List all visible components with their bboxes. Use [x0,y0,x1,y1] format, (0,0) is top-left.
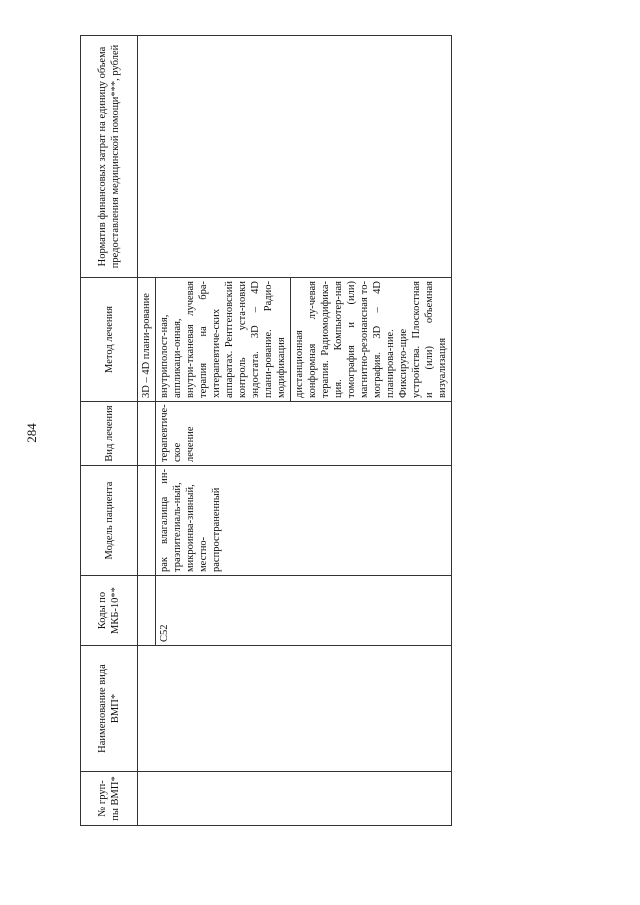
cell-model-2: рак влагалища ин-траэпителиаль-ный, микроинва-зивный, местно-распространенный [156,466,452,576]
vmp-table [80,35,452,826]
header-group-no: № груп-пы ВМП* [81,772,138,826]
table-row [138,36,156,826]
cell-method-3: дистанционная конформная лу-чевая терапия. Радиомодифика-ция. Компьютер-ная томография и (или) магнитно-резонансная то-мография. 3D – 4D планирова-ние. Фиксирую-щие устройства. Плоскостная и (или) объемная визуализация [291,278,452,402]
cell-cost [138,36,452,278]
table-frame [80,36,568,826]
cell-type-2: терапевтиче-ское лечение [156,402,452,466]
page-number: 284 [24,423,39,443]
cell-method-2: внутриполост-ная, аппликаци-онная, внутри-тканевая лучевая терапия на бра-хитерапевтиче-ских аппаратах. Рентгеновский контроль уста-новки эндостата. 3D – 4D плани-рование. Радио-модификация [156,278,291,402]
cell-code-1 [138,576,156,646]
header-vmp-name: Наименование вида ВМП* [81,646,138,772]
cell-model-1 [138,466,156,576]
cell-type-1 [138,402,156,466]
cell-code-2: С52 [156,576,452,646]
header-cost-standard: Норматив финансовых затрат на единицу объема предоставления медицинской помощи***, рублей [81,36,138,278]
cell-vmp-name [138,646,452,772]
cell-method-1: 3D – 4D плани-рование [138,278,156,402]
header-patient-model: Модель пациента [81,466,138,576]
cell-group-no [138,772,452,826]
header-icd-codes: Коды по МКБ-10** [81,576,138,646]
rotated-table-container [80,36,568,826]
header-treatment-type: Вид лечения [81,402,138,466]
header-row [81,36,138,826]
header-treatment-method: Метод лечения [81,278,138,402]
